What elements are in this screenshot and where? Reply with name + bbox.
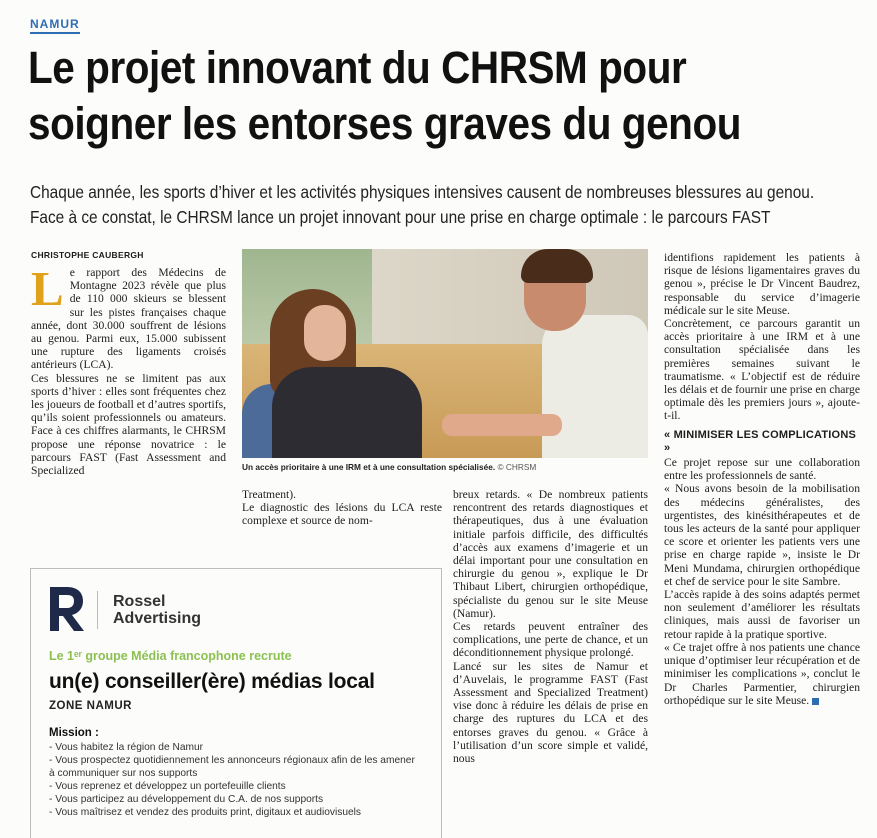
ad-brand: Rossel Advertising <box>113 593 202 627</box>
list-item: - Vous maîtrisez et vendez des produits print, digitaux et audiovisuels <box>49 807 362 818</box>
paragraph: Ce projet repose sur une collaboration entre les professionnels de santé. <box>664 456 860 483</box>
byline: CHRISTOPHE CAUBERGH <box>31 250 144 260</box>
rossel-logo-icon <box>47 583 87 635</box>
article-photo <box>242 249 648 458</box>
paragraph: Treatment). <box>242 488 296 501</box>
paragraph: Le diagnostic des lésions du LCA reste complexe et source de nom- <box>242 501 442 528</box>
paragraph: Ces blessures ne se limitent pas aux sports d’hiver : elles sont fréquentes chez les joueurs de football et d’autres sportifs, qu’ils soient professionnels ou amateurs. Face à ces chiffres alarmants, le CHRSM propose une réponse novatrice : le parcours FAST (Fast Assessment and Specialized <box>31 371 226 478</box>
photo-doctor-hair <box>521 249 593 283</box>
article-column-4 <box>664 251 860 707</box>
end-mark-icon <box>812 698 819 705</box>
list-item: - Vous participez au développement du C.A. de nos supports <box>49 794 324 805</box>
list-item: - Vous reprenez et développez un portefeuille clients <box>49 781 286 792</box>
article-column-1 <box>31 261 226 478</box>
photo-patient-body <box>272 367 422 458</box>
list-item: - Vous prospectez quotidiennement les annonceurs régionaux afin de les amener à communiquer sur nos supports <box>49 755 415 779</box>
paragraph: Ces retards peuvent entraîner des complications, une perte de chance, et un déconditionnement physique prolongé. <box>453 620 648 660</box>
ad-mission-list <box>49 741 439 819</box>
logo-divider <box>97 591 98 629</box>
list-item: - Vous habitez la région de Namur <box>49 742 204 753</box>
photo-patient-face <box>304 305 346 361</box>
photo-doctor-coat <box>542 315 648 458</box>
ad-zone: ZONE NAMUR <box>49 700 132 712</box>
headline <box>28 40 784 152</box>
paragraph: identifions rapidement les patients à risque de lésions ligamentaires graves du genou », précise le Dr Vincent Baudrez, responsable du service d’imagerie médicale sur le site Meuse. <box>664 251 860 317</box>
paragraph: Concrètement, ce parcours garantit un accès prioritaire à une IRM et à une consultation spécialisée dans les premières semaines suivant le traumatisme. « L’objectif est de réduire les délais et de fournir une prise en charge optimale dès les premiers jours », ajoute-t-il. <box>664 317 860 423</box>
article-column-3 <box>453 488 648 765</box>
paragraph: L’accès rapide à des soins adaptés permet non seulement d’améliorer les résultats cliniques, mais aussi de favoriser un retour rapide à la pratique sportive. <box>664 588 860 641</box>
section-label: NAMUR <box>30 17 80 34</box>
standfirst-line-2: Face à ce constat, le CHRSM lance un projet innovant pour une prise en charge optimale : le parcours FAST <box>30 207 771 227</box>
headline-line-2: soigner les entorses graves du genou <box>28 98 742 149</box>
ad-tagline: Le 1ᵉʳ groupe Média francophone recrute <box>49 649 292 663</box>
paragraph: Lancé sur les sites de Namur et d’Auvelais, le programme FAST (Fast Assessment and Specialized Treatment) vise donc à réduire les délais de prise en charge des ruptures du LCA et des entorses graves du genou. « Grâce à l’utilisation d’un score simple et validé, nous <box>453 659 648 766</box>
photo-credit: © CHRSM <box>497 462 537 472</box>
paragraph: « Ce trajet offre à nos patients une chance unique d’optimiser leur récupération et de minimiser les complications », conclut le Dr Charles Parmentier, chirurgien orthopédique sur le site Meuse. <box>664 640 860 707</box>
drop-cap: L <box>31 261 64 316</box>
standfirst <box>30 180 848 230</box>
photo-caption: Un accès prioritaire à une IRM et à une consultation spécialisée. © CHRSM <box>242 462 537 472</box>
subheading: « MINIMISER LES COMPLICATIONS » <box>664 428 856 454</box>
article-column-2 <box>242 488 442 528</box>
recruitment-ad <box>30 568 442 838</box>
ad-job-title: un(e) conseiller(ère) médias local <box>49 670 375 693</box>
headline-line-1: Le projet innovant du CHRSM pour <box>28 42 687 93</box>
standfirst-line-1: Chaque année, les sports d’hiver et les activités physiques intensives causent de nombreuses blessures au genou. <box>30 182 815 202</box>
photo-hands <box>442 414 562 436</box>
ad-mission-label: Mission : <box>49 727 99 739</box>
paragraph: « Nous avons besoin de la mobilisation des médecins généralistes, des urgentistes, des kinésithérapeutes et de tous les acteurs de la santé pour appliquer ce score et orienter les patients vers une prise en charge rapide », insiste le Dr Meni Mundama, chirurgien orthopédique et chef de service pour le site Sambre. <box>664 482 860 588</box>
paragraph: Le rapport des Médecins de Montagne 2023 révèle que plus de 110 000 skieurs se blessent sur les pistes françaises chaque année, dont 30.000 souffrent de lésions au genou. Parmi eux, 15.000 subissent une rupture des ligaments croisés antérieurs (LCA). <box>31 261 226 372</box>
paragraph: breux retards. « De nombreux patients rencontrent des retards diagnostiques et thérapeutiques, dus à une évaluation initiale parfois difficile, des difficultés d’accès aux examens d’imagerie et un délai important pour une consultation en chirurgie du genou », explique le Dr Thibaut Libert, chirurgien orthopédique, spécialiste du genou sur le site Meuse (Namur). <box>453 488 648 620</box>
